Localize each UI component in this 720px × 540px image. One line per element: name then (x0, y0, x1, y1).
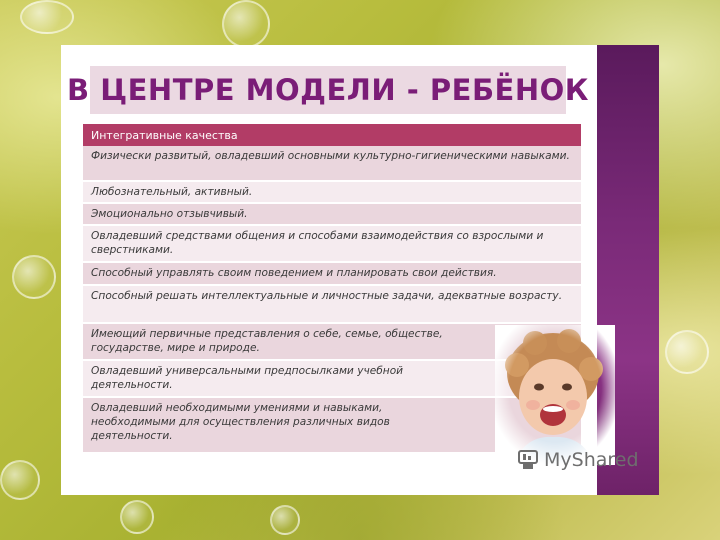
table-row: Физически развитый, овладевший основными культурно-гигиеническими навыками. (83, 146, 581, 182)
bubble-decoration (0, 460, 40, 500)
myshared-logo-icon (517, 449, 541, 471)
table-row: Овладевший универсальными предпосылками учебной деятельности. (83, 361, 581, 398)
table-row: Имеющий первичные представления о себе, семье, обществе, государстве, мире и природе. (83, 324, 581, 361)
bubble-decoration (270, 505, 300, 535)
bubble-decoration (20, 0, 74, 34)
slide-title: В ЦЕНТРЕ МОДЕЛИ - РЕБЁНОК (67, 73, 589, 107)
table-row: Овладевший средствами общения и способами взаимодействия со взрослыми и сверстниками. (83, 226, 581, 263)
table-row: Эмоционально отзывчивый. (83, 204, 581, 226)
bubble-decoration (665, 330, 709, 374)
title-box (67, 66, 589, 114)
table-row: Любознательный, активный. (83, 182, 581, 204)
bubble-decoration (222, 0, 270, 48)
table-header: Интегративные качества (83, 124, 581, 146)
child-photo (495, 325, 615, 465)
bubble-decoration (12, 255, 56, 299)
bubble-decoration (120, 500, 154, 534)
table-row: Овладевший необходимыми умениями и навыками, необходимыми для осуществления различных видов деятельности. (83, 398, 581, 454)
watermark (517, 449, 639, 471)
table-row: Способный решать интеллектуальные и личностные задачи, адекватные возрасту. (83, 286, 581, 324)
table-row: Способный управлять своим поведением и планировать свои действия. (83, 263, 581, 286)
watermark-text: MyShared (544, 449, 639, 471)
